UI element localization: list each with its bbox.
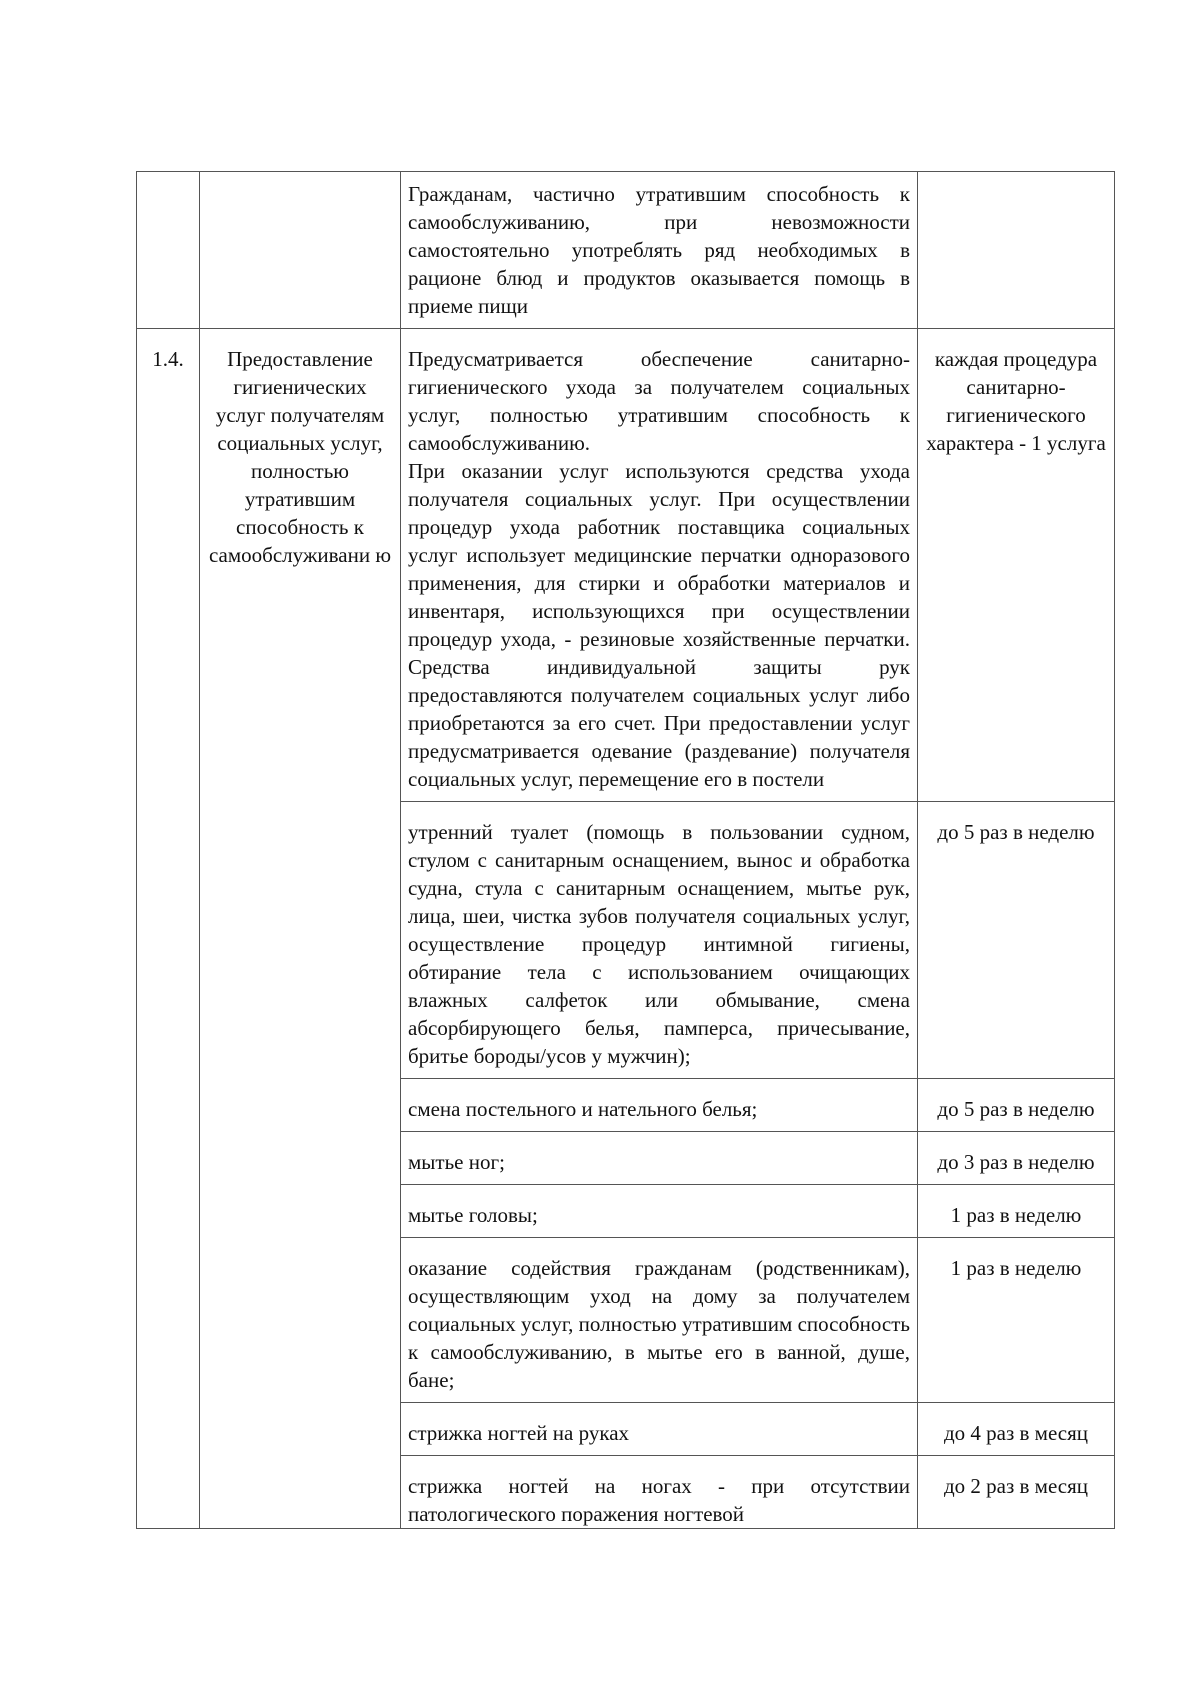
service-description-cell — [401, 329, 918, 802]
sub-service-description: мытье головы; — [401, 1185, 918, 1238]
row-number-cell: 1.4. — [137, 329, 200, 1529]
sub-service-frequency: до 2 раз в месяц — [918, 1456, 1115, 1529]
service-frequency-cell — [918, 172, 1115, 329]
table-row — [137, 329, 1115, 802]
table-row — [137, 172, 1115, 329]
service-name-cell: Предоставление гигиенических услуг получателям социальных услуг, полностью утратившим способность к самообслуживани ю — [200, 329, 401, 1529]
service-frequency-cell: каждая процедура санитарно-гигиенического характера - 1 услуга — [918, 329, 1115, 802]
sub-service-description: оказание содействия гражданам (родственникам), осуществляющим уход на дому за получателем социальных услуг, полностью утратившим способность к самообслуживанию, в мытье его в ванной, душе, бане; — [401, 1238, 918, 1403]
sub-service-description: стрижка ногтей на ногах - при отсутствии патологического поражения ногтевой — [401, 1456, 918, 1529]
description-paragraph: Предусматривается обеспечение санитарно-гигиенического ухода за получателем социальных услуг, полностью утратившим способность к самообслуживанию. — [408, 347, 910, 455]
row-number-cell — [137, 172, 200, 329]
sub-service-frequency: 1 раз в неделю — [918, 1185, 1115, 1238]
sub-service-frequency: до 5 раз в неделю — [918, 1079, 1115, 1132]
sub-service-description: смена постельного и нательного белья; — [401, 1079, 918, 1132]
service-description-cell: Гражданам, частично утратившим способность к самообслуживанию, при невозможности самостоятельно употреблять ряд необходимых в рационе блюд и продуктов оказывается помощь в приеме пищи — [401, 172, 918, 329]
service-name-cell — [200, 172, 401, 329]
description-paragraph: При оказании услуг используются средства ухода получателя социальных услуг. При осуществлении процедур ухода работник поставщика социальных услуг использует медицинские перчатки одноразового применения, для стирки и обработки материалов и инвентаря, использующихся при осуществлении процедур ухода, - резиновые хозяйственные перчатки. Средства индивидуальной защиты рук предоставляются получателем социальных услуг либо приобретаются за его счет. При предоставлении услуг предусматривается одевание (раздевание) получателя социальных услуг, перемещение его в постели — [408, 459, 910, 791]
sub-service-description: утренний туалет (помощь в пользовании судном, стулом с санитарным оснащением, вынос и обработка судна, стула с санитарным оснащением, мытье рук, лица, шеи, чистка зубов получателя социальных услуг, осуществление процедур интимной гигиены, обтирание тела с использованием очищающих влажных салфеток или обмывание, смена абсорбирующего белья, памперса, причесывание, бритье бороды/усов у мужчин); — [401, 802, 918, 1079]
sub-service-frequency: до 5 раз в неделю — [918, 802, 1115, 1079]
sub-service-frequency: до 4 раз в месяц — [918, 1403, 1115, 1456]
sub-service-frequency: до 3 раз в неделю — [918, 1132, 1115, 1185]
services-table — [136, 171, 1115, 1529]
sub-service-frequency: 1 раз в неделю — [918, 1238, 1115, 1403]
sub-service-description: мытье ног; — [401, 1132, 918, 1185]
sub-service-description: стрижка ногтей на руках — [401, 1403, 918, 1456]
